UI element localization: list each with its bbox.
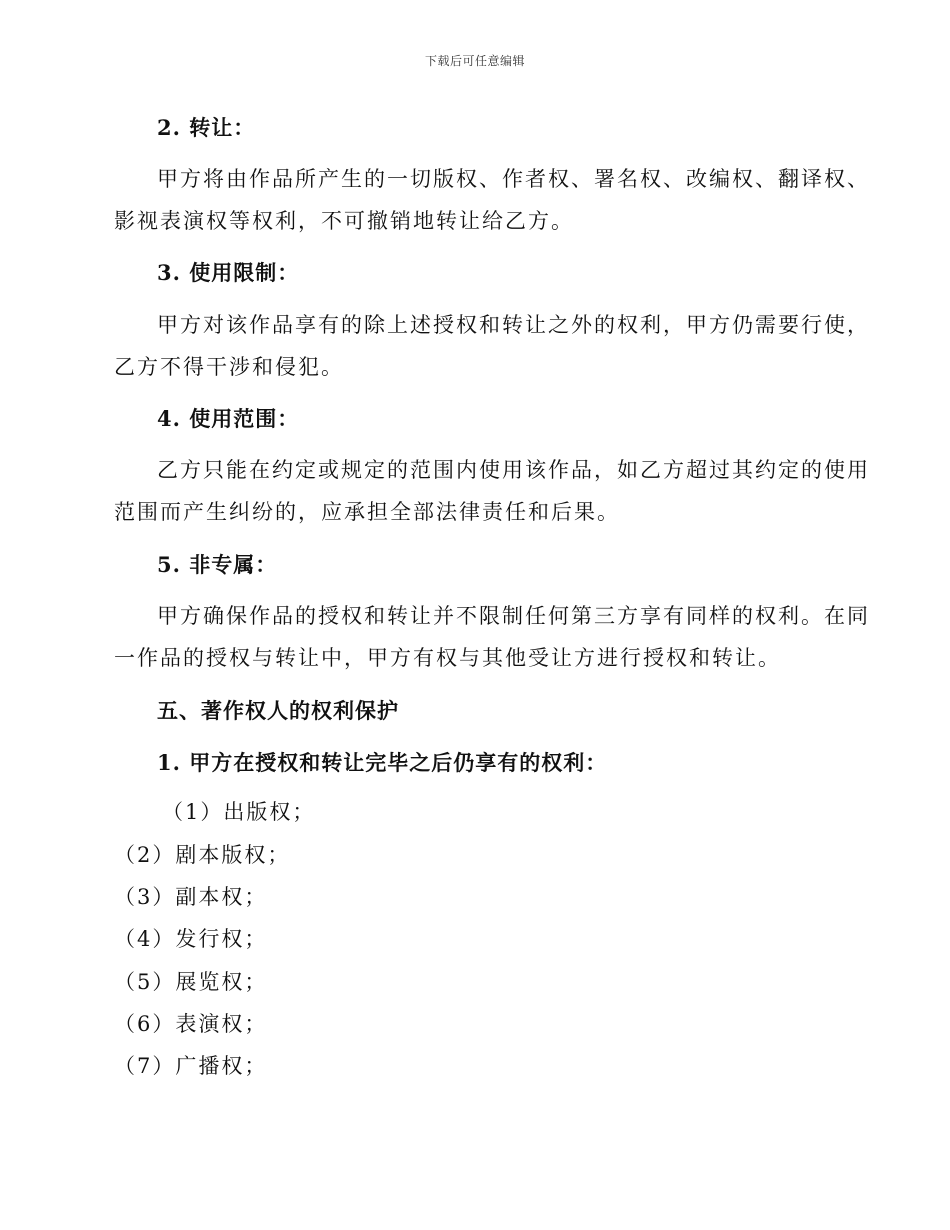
rights-list-item: （1）出版权；: [162, 800, 316, 824]
chapter-5-item-1-heading: 1. 甲方在授权和转让完毕之后仍享有的权利：: [157, 750, 608, 775]
rights-list-item: （7）广播权；: [114, 1054, 268, 1078]
chapter-5-heading: 五、著作权人的权利保护: [157, 698, 399, 723]
section-4-paragraph-line-1: 乙方只能在约定或规定的范围内使用该作品，如乙方超过其约定的使用: [157, 458, 870, 482]
rights-list-item: （4）发行权；: [114, 927, 268, 951]
section-2-paragraph-line-2: 影视表演权等权利，不可撤销地转让给乙方。: [114, 209, 574, 233]
rights-list-item: （5）展览权；: [114, 970, 268, 994]
section-5-paragraph-line-1: 甲方确保作品的授权和转让并不限制任何第三方享有同样的权利。在同: [157, 604, 870, 628]
section-5-paragraph-line-2: 一作品的授权与转让中，甲方有权与其他受让方进行授权和转让。: [114, 646, 781, 670]
section-2-paragraph-line-1: 甲方将由作品所产生的一切版权、作者权、署名权、改编权、翻译权、: [157, 167, 870, 191]
section-3-paragraph-line-2: 乙方不得干涉和侵犯。: [114, 355, 344, 379]
section-2-heading: 2. 转让：: [157, 115, 256, 140]
page-header-note: 下载后可任意编辑: [424, 54, 525, 68]
section-3-heading: 3. 使用限制：: [157, 260, 300, 285]
rights-list-item: （6）表演权；: [114, 1012, 268, 1036]
rights-list-item: （3）副本权；: [114, 885, 268, 909]
section-5-heading: 5. 非专属：: [157, 552, 278, 577]
rights-list-item: （2）剧本版权；: [114, 843, 291, 867]
section-4-paragraph-line-2: 范围而产生纠纷的，应承担全部法律责任和后果。: [114, 500, 620, 524]
section-3-paragraph-line-1: 甲方对该作品享有的除上述授权和转让之外的权利，甲方仍需要行使，: [157, 313, 870, 337]
section-4-heading: 4. 使用范围：: [157, 406, 300, 431]
